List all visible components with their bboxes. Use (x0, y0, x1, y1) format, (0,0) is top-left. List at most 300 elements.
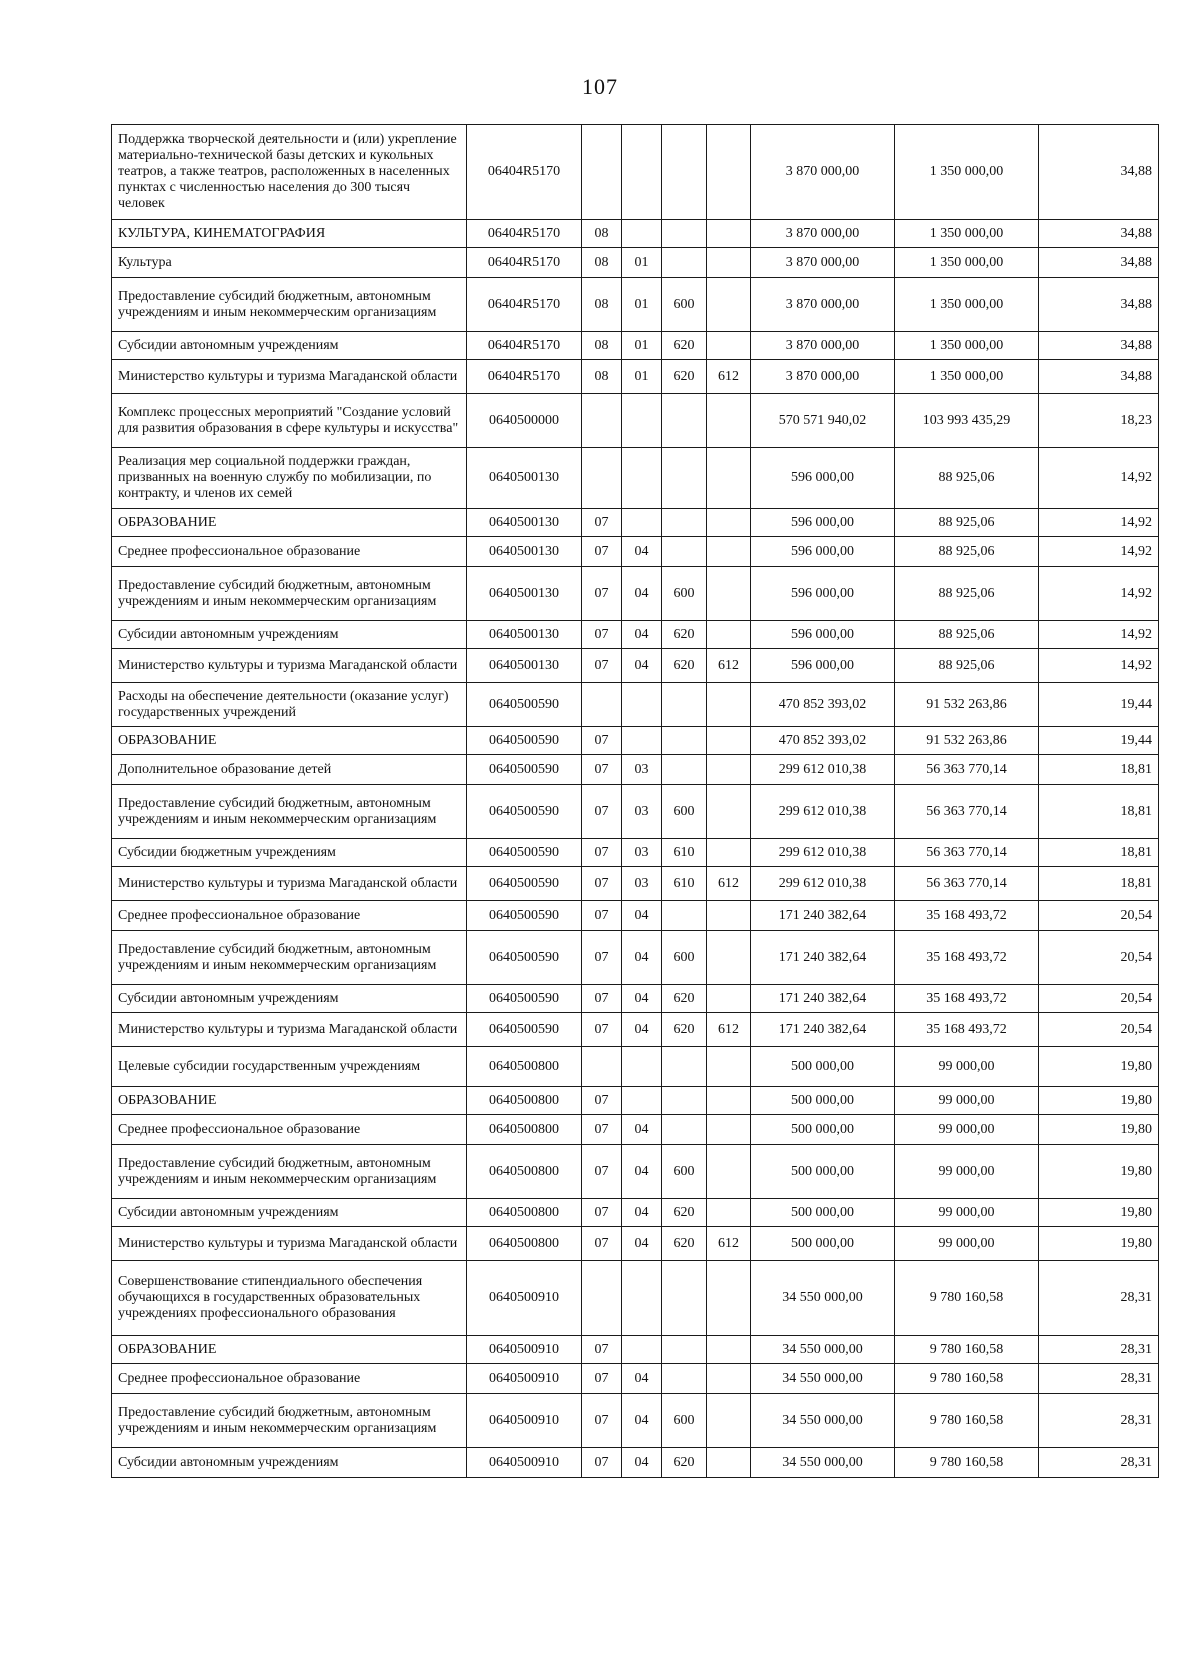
cell-code: 0640500800 (467, 1047, 582, 1087)
cell-actual-amount: 91 532 263,86 (895, 727, 1039, 755)
cell-administrator (707, 125, 751, 220)
cell-administrator (707, 1199, 751, 1227)
cell-planned-amount: 470 852 393,02 (751, 727, 895, 755)
cell-expense-type (662, 901, 707, 931)
cell-expense-type: 600 (662, 931, 707, 985)
cell-expense-type (662, 1364, 707, 1394)
cell-planned-amount: 299 612 010,38 (751, 839, 895, 867)
table-row (112, 1448, 1159, 1478)
cell-code: 0640500910 (467, 1448, 582, 1478)
cell-expense-type: 620 (662, 1199, 707, 1227)
cell-expense-type (662, 1336, 707, 1364)
cell-planned-amount: 596 000,00 (751, 448, 895, 509)
cell-section: 07 (582, 755, 622, 785)
cell-administrator (707, 509, 751, 537)
cell-planned-amount: 171 240 382,64 (751, 901, 895, 931)
table-row (112, 621, 1159, 649)
page-number: 107 (582, 74, 618, 99)
cell-code: 0640500590 (467, 839, 582, 867)
table-row (112, 985, 1159, 1013)
cell-percent: 18,81 (1039, 867, 1159, 901)
cell-percent: 20,54 (1039, 1013, 1159, 1047)
cell-actual-amount: 88 925,06 (895, 567, 1039, 621)
cell-section: 07 (582, 567, 622, 621)
cell-administrator (707, 901, 751, 931)
cell-actual-amount: 56 363 770,14 (895, 785, 1039, 839)
cell-administrator (707, 727, 751, 755)
cell-section: 07 (582, 1013, 622, 1047)
table-row (112, 683, 1159, 727)
cell-expense-type: 600 (662, 278, 707, 332)
cell-subsection: 01 (622, 248, 662, 278)
cell-percent: 18,23 (1039, 394, 1159, 448)
cell-code: 0640500800 (467, 1087, 582, 1115)
table-row (112, 1227, 1159, 1261)
cell-percent: 19,80 (1039, 1087, 1159, 1115)
cell-section (582, 1261, 622, 1336)
table-row (112, 1145, 1159, 1199)
cell-administrator (707, 1047, 751, 1087)
cell-planned-amount: 34 550 000,00 (751, 1364, 895, 1394)
cell-subsection: 03 (622, 839, 662, 867)
cell-expense-type: 600 (662, 1394, 707, 1448)
cell-actual-amount: 56 363 770,14 (895, 839, 1039, 867)
cell-administrator (707, 785, 751, 839)
table-row (112, 248, 1159, 278)
cell-actual-amount: 1 350 000,00 (895, 278, 1039, 332)
cell-name: Субсидии автономным учреждениям (112, 1448, 467, 1478)
cell-section (582, 1047, 622, 1087)
cell-name: Предоставление субсидий бюджетным, автономным учреждениям и иным некоммерческим организациям (112, 1145, 467, 1199)
cell-section: 07 (582, 1227, 622, 1261)
cell-code: 0640500130 (467, 621, 582, 649)
cell-planned-amount: 596 000,00 (751, 509, 895, 537)
cell-planned-amount: 34 550 000,00 (751, 1394, 895, 1448)
cell-expense-type (662, 755, 707, 785)
cell-expense-type: 620 (662, 985, 707, 1013)
cell-percent: 19,44 (1039, 727, 1159, 755)
cell-section: 07 (582, 1087, 622, 1115)
cell-subsection (622, 125, 662, 220)
cell-expense-type (662, 394, 707, 448)
cell-name: Министерство культуры и туризма Магаданской области (112, 867, 467, 901)
cell-code: 0640500910 (467, 1336, 582, 1364)
cell-expense-type (662, 125, 707, 220)
cell-subsection: 04 (622, 1199, 662, 1227)
cell-code: 0640500590 (467, 785, 582, 839)
cell-section: 08 (582, 332, 622, 360)
cell-actual-amount: 9 780 160,58 (895, 1336, 1039, 1364)
cell-actual-amount: 56 363 770,14 (895, 755, 1039, 785)
table-row (112, 755, 1159, 785)
cell-percent: 19,44 (1039, 683, 1159, 727)
cell-planned-amount: 500 000,00 (751, 1145, 895, 1199)
table-row (112, 125, 1159, 220)
cell-section: 07 (582, 1199, 622, 1227)
cell-code: 0640500590 (467, 867, 582, 901)
cell-code: 0640500590 (467, 755, 582, 785)
cell-administrator (707, 537, 751, 567)
table-row (112, 785, 1159, 839)
table-row (112, 1199, 1159, 1227)
cell-code: 06404R5170 (467, 360, 582, 394)
cell-expense-type (662, 727, 707, 755)
cell-name: Субсидии автономным учреждениям (112, 621, 467, 649)
cell-administrator (707, 1261, 751, 1336)
cell-name: Комплекс процессных мероприятий "Создание условий для развития образования в сфере культуры и искусства" (112, 394, 467, 448)
cell-name: КУЛЬТУРА, КИНЕМАТОГРАФИЯ (112, 220, 467, 248)
cell-subsection (622, 448, 662, 509)
cell-actual-amount: 88 925,06 (895, 649, 1039, 683)
table-row (112, 931, 1159, 985)
cell-planned-amount: 3 870 000,00 (751, 125, 895, 220)
cell-name: Субсидии автономным учреждениям (112, 1199, 467, 1227)
cell-percent: 14,92 (1039, 448, 1159, 509)
cell-section: 07 (582, 985, 622, 1013)
cell-actual-amount: 35 168 493,72 (895, 985, 1039, 1013)
cell-subsection (622, 509, 662, 537)
cell-subsection: 04 (622, 1448, 662, 1478)
cell-percent: 19,80 (1039, 1115, 1159, 1145)
cell-administrator (707, 567, 751, 621)
cell-percent: 34,88 (1039, 220, 1159, 248)
cell-section: 07 (582, 1394, 622, 1448)
cell-section: 07 (582, 1364, 622, 1394)
cell-percent: 28,31 (1039, 1261, 1159, 1336)
cell-planned-amount: 500 000,00 (751, 1047, 895, 1087)
cell-percent: 14,92 (1039, 537, 1159, 567)
cell-actual-amount: 88 925,06 (895, 621, 1039, 649)
cell-expense-type: 600 (662, 785, 707, 839)
cell-actual-amount: 103 993 435,29 (895, 394, 1039, 448)
cell-section: 07 (582, 621, 622, 649)
cell-percent: 28,31 (1039, 1336, 1159, 1364)
cell-administrator: 612 (707, 1013, 751, 1047)
cell-administrator: 612 (707, 867, 751, 901)
table-row (112, 1115, 1159, 1145)
cell-expense-type: 620 (662, 360, 707, 394)
table-body (112, 125, 1159, 1478)
cell-planned-amount: 299 612 010,38 (751, 867, 895, 901)
cell-administrator (707, 839, 751, 867)
cell-administrator (707, 1448, 751, 1478)
cell-percent: 20,54 (1039, 931, 1159, 985)
cell-section: 08 (582, 220, 622, 248)
cell-administrator (707, 394, 751, 448)
cell-administrator (707, 683, 751, 727)
cell-expense-type: 600 (662, 567, 707, 621)
cell-percent: 20,54 (1039, 985, 1159, 1013)
cell-planned-amount: 500 000,00 (751, 1087, 895, 1115)
cell-actual-amount: 88 925,06 (895, 537, 1039, 567)
cell-code: 0640500130 (467, 649, 582, 683)
cell-administrator (707, 1336, 751, 1364)
cell-actual-amount: 1 350 000,00 (895, 125, 1039, 220)
table-row (112, 509, 1159, 537)
cell-code: 06404R5170 (467, 332, 582, 360)
cell-actual-amount: 35 168 493,72 (895, 931, 1039, 985)
cell-section: 07 (582, 537, 622, 567)
cell-percent: 28,31 (1039, 1364, 1159, 1394)
table-row (112, 220, 1159, 248)
cell-name: Среднее профессиональное образование (112, 901, 467, 931)
cell-actual-amount: 99 000,00 (895, 1227, 1039, 1261)
cell-expense-type (662, 537, 707, 567)
cell-actual-amount: 99 000,00 (895, 1087, 1039, 1115)
cell-section (582, 448, 622, 509)
cell-actual-amount: 1 350 000,00 (895, 332, 1039, 360)
cell-percent: 34,88 (1039, 332, 1159, 360)
table-row (112, 394, 1159, 448)
cell-subsection (622, 1336, 662, 1364)
cell-subsection: 03 (622, 755, 662, 785)
cell-administrator: 612 (707, 1227, 751, 1261)
table-row (112, 901, 1159, 931)
cell-planned-amount: 3 870 000,00 (751, 360, 895, 394)
cell-planned-amount: 500 000,00 (751, 1227, 895, 1261)
cell-planned-amount: 299 612 010,38 (751, 755, 895, 785)
cell-subsection: 04 (622, 901, 662, 931)
cell-code: 0640500910 (467, 1394, 582, 1448)
cell-section: 07 (582, 1336, 622, 1364)
cell-subsection: 03 (622, 785, 662, 839)
cell-expense-type: 620 (662, 621, 707, 649)
cell-code: 0640500130 (467, 509, 582, 537)
cell-percent: 20,54 (1039, 901, 1159, 931)
cell-section: 07 (582, 727, 622, 755)
table-row (112, 727, 1159, 755)
cell-name: ОБРАЗОВАНИЕ (112, 1336, 467, 1364)
cell-subsection (622, 1047, 662, 1087)
cell-subsection: 04 (622, 931, 662, 985)
cell-code: 0640500590 (467, 901, 582, 931)
cell-expense-type: 620 (662, 649, 707, 683)
cell-expense-type: 620 (662, 1227, 707, 1261)
cell-name: Субсидии автономным учреждениям (112, 985, 467, 1013)
cell-subsection: 04 (622, 537, 662, 567)
cell-subsection: 04 (622, 1013, 662, 1047)
cell-planned-amount: 34 550 000,00 (751, 1261, 895, 1336)
cell-name: Реализация мер социальной поддержки граждан, призванных на военную службу по мобилизации, по контракту, и членов их семей (112, 448, 467, 509)
cell-section: 07 (582, 649, 622, 683)
cell-code: 06404R5170 (467, 125, 582, 220)
cell-name: Предоставление субсидий бюджетным, автономным учреждениям и иным некоммерческим организациям (112, 278, 467, 332)
cell-administrator (707, 985, 751, 1013)
cell-planned-amount: 596 000,00 (751, 537, 895, 567)
cell-subsection: 01 (622, 332, 662, 360)
cell-section: 08 (582, 248, 622, 278)
cell-name: Среднее профессиональное образование (112, 1364, 467, 1394)
cell-administrator (707, 621, 751, 649)
cell-percent: 14,92 (1039, 567, 1159, 621)
cell-administrator: 612 (707, 649, 751, 683)
cell-administrator (707, 332, 751, 360)
cell-actual-amount: 9 780 160,58 (895, 1261, 1039, 1336)
cell-actual-amount: 1 350 000,00 (895, 360, 1039, 394)
cell-code: 0640500800 (467, 1227, 582, 1261)
cell-section: 07 (582, 1448, 622, 1478)
cell-actual-amount: 35 168 493,72 (895, 1013, 1039, 1047)
cell-code: 0640500590 (467, 683, 582, 727)
cell-actual-amount: 9 780 160,58 (895, 1448, 1039, 1478)
cell-name: Поддержка творческой деятельности и (или) укрепление материально-технической базы детских и кукольных театров, а также театров, расположенных в населенных пунктах с численностью населения до 300 тысяч человек (112, 125, 467, 220)
cell-planned-amount: 596 000,00 (751, 649, 895, 683)
table-row (112, 278, 1159, 332)
cell-administrator (707, 1145, 751, 1199)
cell-code: 0640500800 (467, 1199, 582, 1227)
cell-percent: 19,80 (1039, 1227, 1159, 1261)
cell-subsection (622, 683, 662, 727)
table-row (112, 1394, 1159, 1448)
cell-expense-type (662, 220, 707, 248)
cell-administrator (707, 448, 751, 509)
cell-subsection: 04 (622, 621, 662, 649)
cell-actual-amount: 91 532 263,86 (895, 683, 1039, 727)
cell-administrator (707, 931, 751, 985)
cell-code: 0640500800 (467, 1145, 582, 1199)
cell-code: 0640500800 (467, 1115, 582, 1145)
cell-subsection (622, 1087, 662, 1115)
cell-section (582, 125, 622, 220)
cell-planned-amount: 500 000,00 (751, 1199, 895, 1227)
cell-code: 0640500590 (467, 985, 582, 1013)
cell-subsection (622, 1261, 662, 1336)
cell-planned-amount: 596 000,00 (751, 567, 895, 621)
table-row (112, 1336, 1159, 1364)
cell-percent: 19,80 (1039, 1047, 1159, 1087)
cell-percent: 34,88 (1039, 278, 1159, 332)
cell-name: Расходы на обеспечение деятельности (оказание услуг) государственных учреждений (112, 683, 467, 727)
cell-administrator (707, 278, 751, 332)
table-row (112, 1047, 1159, 1087)
cell-subsection (622, 220, 662, 248)
table-row (112, 332, 1159, 360)
table-row (112, 649, 1159, 683)
cell-expense-type (662, 1047, 707, 1087)
cell-actual-amount: 99 000,00 (895, 1047, 1039, 1087)
cell-code: 0640500130 (467, 537, 582, 567)
cell-percent: 18,81 (1039, 839, 1159, 867)
table-row (112, 567, 1159, 621)
cell-section: 08 (582, 278, 622, 332)
cell-name: Министерство культуры и туризма Магаданской области (112, 360, 467, 394)
cell-name: Предоставление субсидий бюджетным, автономным учреждениям и иным некоммерческим организациям (112, 567, 467, 621)
cell-code: 06404R5170 (467, 278, 582, 332)
cell-name: ОБРАЗОВАНИЕ (112, 1087, 467, 1115)
cell-administrator (707, 1087, 751, 1115)
cell-section: 08 (582, 360, 622, 394)
cell-name: Целевые субсидии государственным учреждениям (112, 1047, 467, 1087)
cell-subsection: 01 (622, 278, 662, 332)
cell-subsection: 04 (622, 1394, 662, 1448)
cell-name: Субсидии бюджетным учреждениям (112, 839, 467, 867)
cell-section: 07 (582, 509, 622, 537)
cell-code: 06404R5170 (467, 248, 582, 278)
cell-percent: 34,88 (1039, 248, 1159, 278)
cell-subsection: 04 (622, 985, 662, 1013)
cell-actual-amount: 99 000,00 (895, 1199, 1039, 1227)
cell-actual-amount: 35 168 493,72 (895, 901, 1039, 931)
cell-actual-amount: 9 780 160,58 (895, 1364, 1039, 1394)
cell-administrator (707, 1364, 751, 1394)
cell-administrator (707, 755, 751, 785)
cell-name: Министерство культуры и туризма Магаданской области (112, 1227, 467, 1261)
cell-percent: 34,88 (1039, 360, 1159, 394)
cell-name: Дополнительное образование детей (112, 755, 467, 785)
cell-expense-type (662, 1087, 707, 1115)
cell-planned-amount: 500 000,00 (751, 1115, 895, 1145)
cell-percent: 18,81 (1039, 755, 1159, 785)
cell-planned-amount: 34 550 000,00 (751, 1336, 895, 1364)
cell-administrator: 612 (707, 360, 751, 394)
cell-percent: 19,80 (1039, 1199, 1159, 1227)
cell-administrator (707, 220, 751, 248)
cell-actual-amount: 9 780 160,58 (895, 1394, 1039, 1448)
cell-subsection: 04 (622, 1364, 662, 1394)
cell-name: Субсидии автономным учреждениям (112, 332, 467, 360)
table-row (112, 839, 1159, 867)
cell-percent: 18,81 (1039, 785, 1159, 839)
table-row (112, 1364, 1159, 1394)
cell-code: 0640500910 (467, 1261, 582, 1336)
cell-code: 0640500130 (467, 567, 582, 621)
cell-section: 07 (582, 839, 622, 867)
cell-expense-type: 610 (662, 839, 707, 867)
cell-section (582, 394, 622, 448)
cell-section: 07 (582, 931, 622, 985)
budget-table (111, 124, 1159, 1478)
cell-percent: 28,31 (1039, 1448, 1159, 1478)
cell-section: 07 (582, 901, 622, 931)
cell-expense-type (662, 683, 707, 727)
cell-subsection: 04 (622, 1115, 662, 1145)
cell-actual-amount: 1 350 000,00 (895, 248, 1039, 278)
cell-administrator (707, 1115, 751, 1145)
cell-expense-type: 620 (662, 1013, 707, 1047)
cell-name: Предоставление субсидий бюджетным, автономным учреждениям и иным некоммерческим организациям (112, 785, 467, 839)
cell-section (582, 683, 622, 727)
cell-subsection: 04 (622, 1145, 662, 1199)
cell-actual-amount: 1 350 000,00 (895, 220, 1039, 248)
table-row (112, 448, 1159, 509)
cell-planned-amount: 3 870 000,00 (751, 248, 895, 278)
cell-actual-amount: 56 363 770,14 (895, 867, 1039, 901)
cell-actual-amount: 99 000,00 (895, 1115, 1039, 1145)
cell-name: Предоставление субсидий бюджетным, автономным учреждениям и иным некоммерческим организациям (112, 1394, 467, 1448)
cell-name: Совершенствование стипендиального обеспечения обучающихся в государственных образовательных учреждениях профессионального образования (112, 1261, 467, 1336)
cell-administrator (707, 1394, 751, 1448)
cell-name: Министерство культуры и туризма Магаданской области (112, 649, 467, 683)
cell-percent: 14,92 (1039, 649, 1159, 683)
cell-subsection (622, 394, 662, 448)
cell-planned-amount: 3 870 000,00 (751, 278, 895, 332)
cell-section: 07 (582, 1115, 622, 1145)
cell-subsection: 04 (622, 649, 662, 683)
cell-actual-amount: 99 000,00 (895, 1145, 1039, 1199)
table-row (112, 1087, 1159, 1115)
cell-name: Культура (112, 248, 467, 278)
cell-expense-type (662, 1115, 707, 1145)
cell-section: 07 (582, 1145, 622, 1199)
cell-planned-amount: 171 240 382,64 (751, 931, 895, 985)
table-row (112, 537, 1159, 567)
cell-planned-amount: 171 240 382,64 (751, 1013, 895, 1047)
cell-actual-amount: 88 925,06 (895, 509, 1039, 537)
cell-planned-amount: 570 571 940,02 (751, 394, 895, 448)
cell-name: ОБРАЗОВАНИЕ (112, 509, 467, 537)
cell-expense-type (662, 448, 707, 509)
cell-subsection: 04 (622, 567, 662, 621)
